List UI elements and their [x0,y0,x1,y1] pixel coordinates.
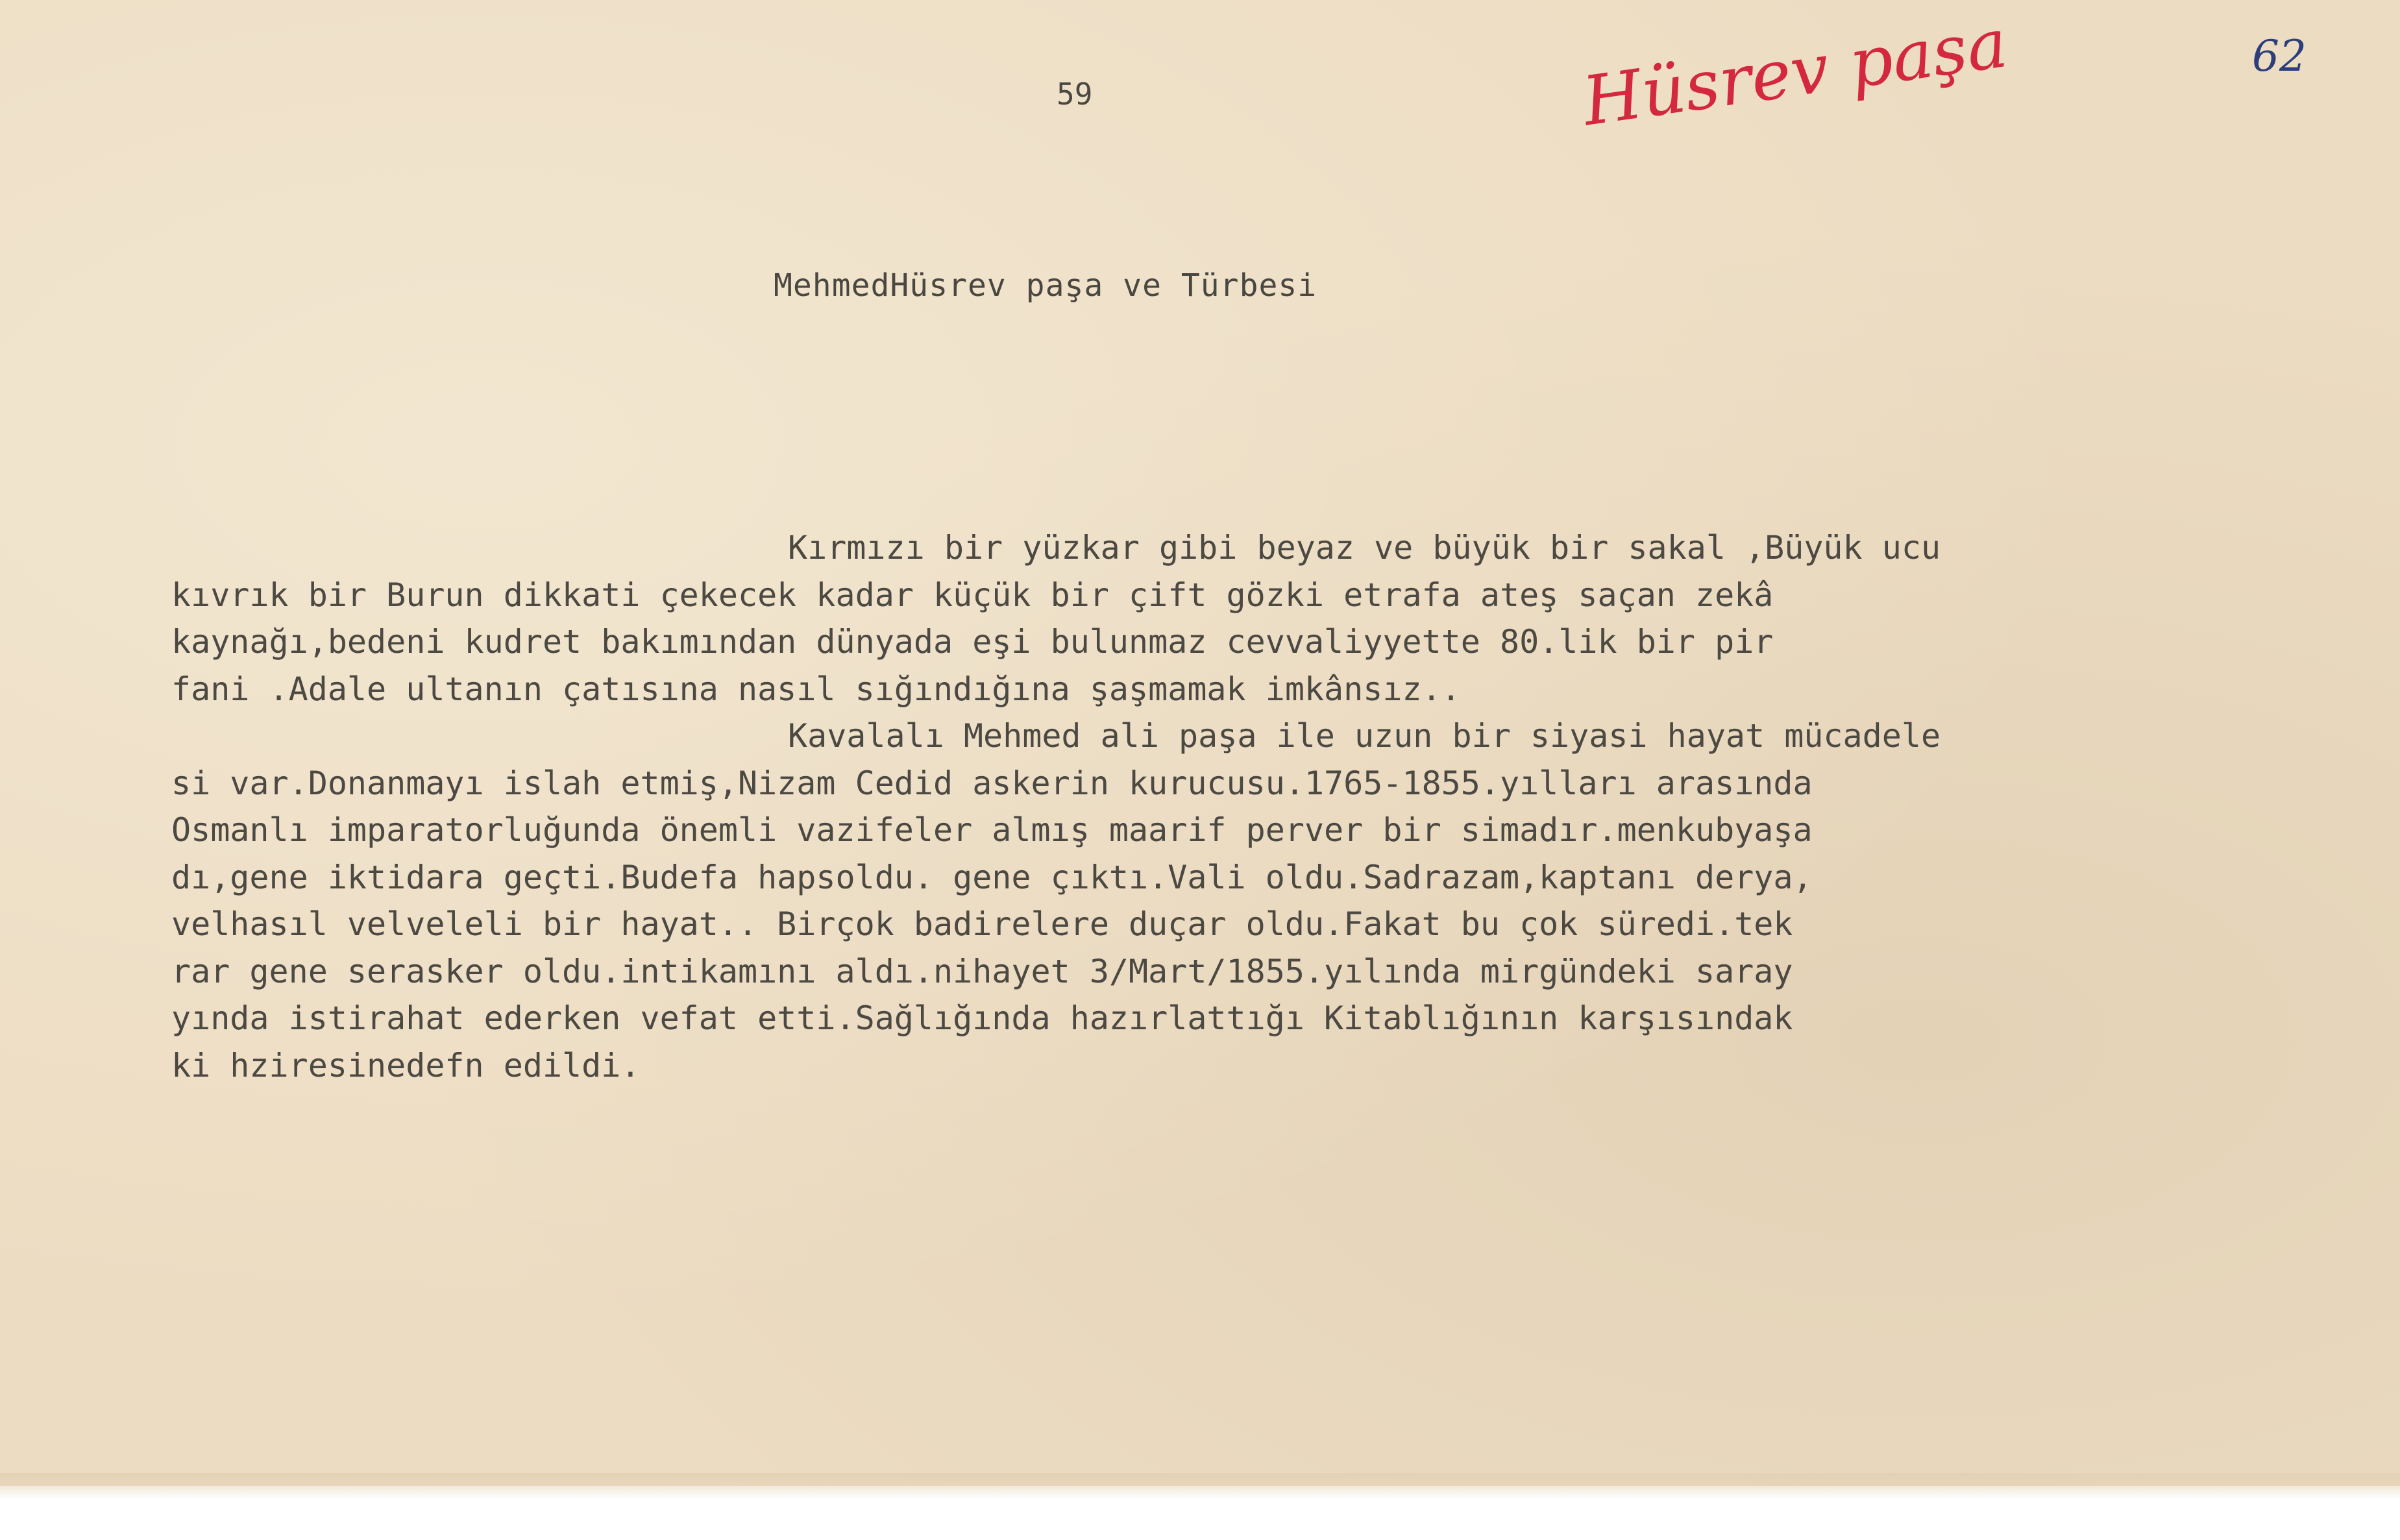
text-line: rar gene serasker oldu.intikamını aldı.nihayet 3/Mart/1855.yılında mirgündeki saray [171,952,1793,990]
text-line: kaynağı,bedeni kudret bakımından dünyada eşi bulunmaz cevvaliyyette 80.lik bir pir [171,623,1774,661]
text-line: dı,gene iktidara geçti.Budefa hapsoldu. gene çıktı.Vali oldu.Sadrazam,kaptanı derya, [171,858,1813,896]
text-line: Kırmızı bir yüzkar gibi beyaz ve büyük bir sakal ,Büyük ucu [788,529,1941,567]
text-line: Osmanlı imparatorluğunda önemli vazifeler almış maarif perver bir simadır.menkubyaşa [171,811,1813,849]
text-line: velhasıl velveleli bir hayat.. Birçok badirelere duçar oldu.Fakat bu çok süredi.tek [171,905,1793,943]
page-number: 59 [1057,77,1093,112]
torn-bottom-edge [0,1473,2400,1499]
text-line: kıvrık bir Burun dikkati çekecek kadar küçük bir çift gözki etrafa ateş saçan zekâ [171,576,1774,614]
text-line: Kavalalı Mehmed ali paşa ile uzun bir siyasi hayat mücadele [788,717,1941,755]
text-line: ki hziresinedefn edildi. [171,1046,641,1084]
body-text [171,524,2326,1089]
text-line: yında istirahat ederken vefat etti.Sağlığında hazırlattığı Kitablığının karşısındak [171,999,1793,1037]
sheet-number: 62 [2252,31,2307,81]
text-line: fani .Adale ultanın çatısına nasıl sığındığına şaşmamak imkânsız.. [171,670,1461,708]
text-line: si var.Donanmayı islah etmiş,Nizam Cedid askerin kurucusu.1765-1855.yılları arasında [171,764,1813,802]
document-title: MehmedHüsrev paşa ve Türbesi [774,267,1317,304]
handwritten-annotation: Hüsrev paşa [1578,3,2013,141]
